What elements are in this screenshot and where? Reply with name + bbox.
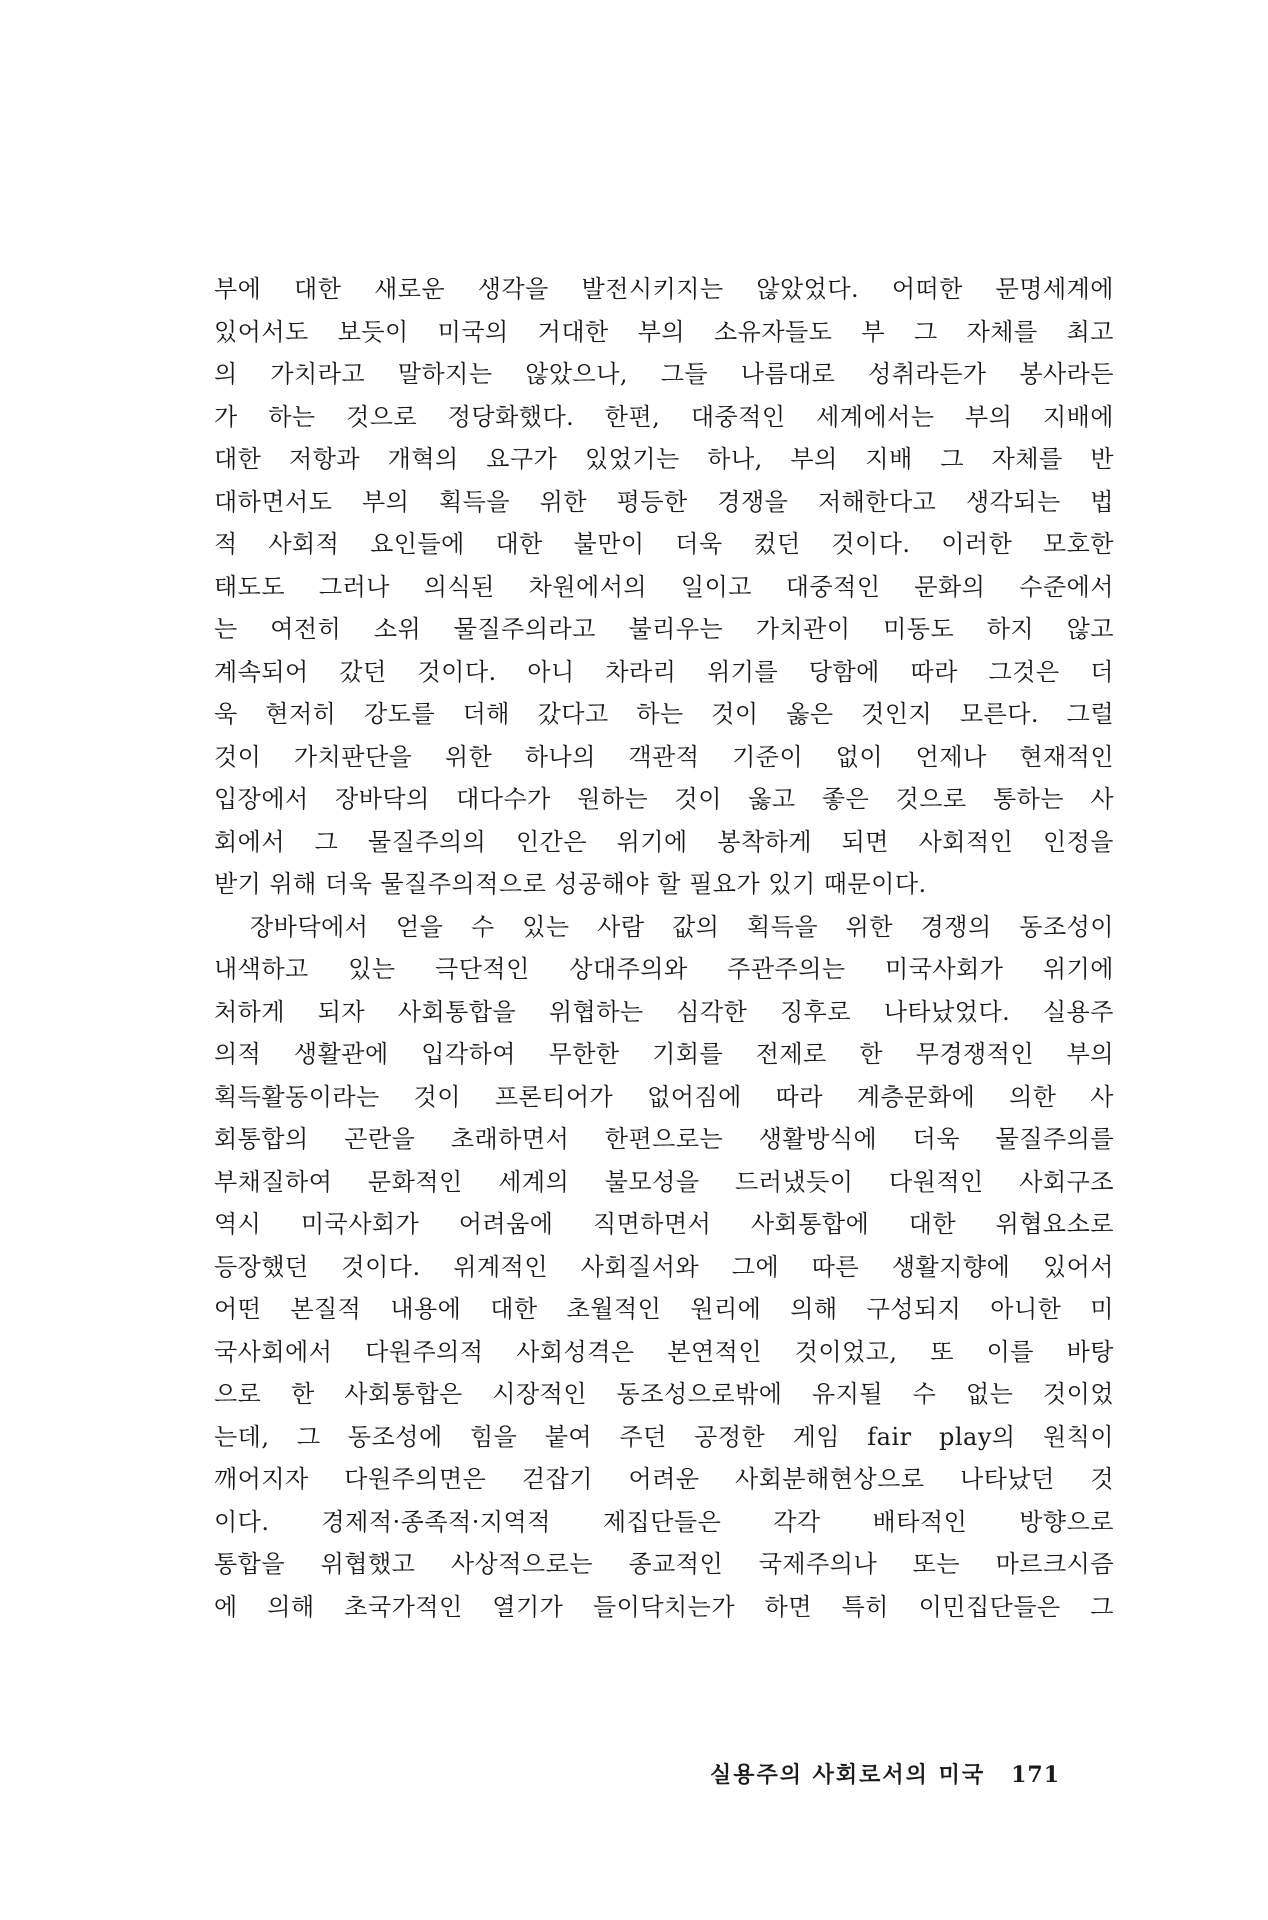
text-line: 어떤 본질적 내용에 대한 초월적인 원리에 의해 구성되지 아니한 미 bbox=[214, 1295, 1114, 1323]
text-line: 획득활동이라는 것이 프론티어가 없어짐에 따라 계층문화에 의한 사 bbox=[214, 1082, 1114, 1111]
text-line: 회에서 그 물질주의의 인간은 위기에 봉착하게 되면 사회적인 인정을 bbox=[214, 827, 1114, 856]
text-line: 계속되어 갔던 것이다. 아니 차라리 위기를 당함에 따라 그것은 더 bbox=[214, 657, 1114, 686]
text-line: 대하면서도 부의 획득을 위한 평등한 경쟁을 저해한다고 생각되는 법 bbox=[214, 487, 1114, 516]
text-line: 역시 미국사회가 어려움에 직면하면서 사회통합에 대한 위협요소로 bbox=[214, 1210, 1114, 1238]
text-line: 장바닥에서 얻을 수 있는 사람 값의 획득을 위한 경쟁의 동조성이 bbox=[250, 912, 1114, 941]
text-line: 받기 위해 더욱 물질주의적으로 성공해야 할 필요가 있기 때문이다. bbox=[214, 870, 927, 898]
body-text bbox=[214, 268, 1114, 1628]
text-line: 가 하는 것으로 정당화했다. 한편, 대중적인 세계에서는 부의 지배에 bbox=[214, 402, 1114, 431]
text-line: 에 의해 초국가적인 열기가 들이닥치는가 하면 특히 이민집단들은 그 bbox=[214, 1592, 1114, 1621]
text-line: 입장에서 장바닥의 대다수가 원하는 것이 옳고 좋은 것으로 통하는 사 bbox=[214, 785, 1114, 813]
text-line: 이다. 경제적·종족적·지역적 제집단들은 각각 배타적인 방향으로 bbox=[214, 1507, 1114, 1536]
text-line: 는 여전히 소위 물질주의라고 불리우는 가치관이 미동도 하지 않고 bbox=[214, 615, 1114, 643]
text-line: 적 사회적 요인들에 대한 불만이 더욱 컸던 것이다. 이러한 모호한 bbox=[214, 530, 1114, 558]
text-line: 국사회에서 다원주의적 사회성격은 본연적인 것이었고, 또 이를 바탕 bbox=[214, 1337, 1114, 1366]
text-line: 것이 가치판단을 위한 하나의 객관적 기준이 없이 언제나 현재적인 bbox=[214, 742, 1114, 771]
text-line: 욱 현저히 강도를 더해 갔다고 하는 것이 옳은 것인지 모른다. 그럴 bbox=[214, 700, 1114, 728]
text-line: 의적 생활관에 입각하여 무한한 기회를 전제로 한 무경쟁적인 부의 bbox=[214, 1040, 1114, 1068]
text-line: 부에 대한 새로운 생각을 발전시키지는 않았었다. 어떠한 문명세계에 bbox=[214, 275, 1114, 303]
text-line: 통합을 위협했고 사상적으로는 종교적인 국제주의나 또는 마르크시즘 bbox=[214, 1550, 1114, 1578]
text-line: 있어서도 보듯이 미국의 거대한 부의 소유자들도 부 그 자체를 최고 bbox=[214, 317, 1114, 346]
text-line: 는데, 그 동조성에 힘을 붙여 주던 공정한 게임 fair play의 원칙이 bbox=[214, 1422, 1114, 1451]
text-line: 처하게 되자 사회통합을 위협하는 심각한 징후로 나타났었다. 실용주 bbox=[214, 997, 1114, 1026]
footer-title: 실용주의 사회로서의 미국 bbox=[710, 1762, 986, 1788]
text-line: 의 가치라고 말하지는 않았으나, 그들 나름대로 성취라든가 봉사라든 bbox=[214, 360, 1114, 388]
text-line: 태도도 그러나 의식된 차원에서의 일이고 대중적인 문화의 수준에서 bbox=[214, 572, 1114, 601]
text-line: 등장했던 것이다. 위계적인 사회질서와 그에 따른 생활지향에 있어서 bbox=[214, 1252, 1114, 1281]
text-line: 내색하고 있는 극단적인 상대주의와 주관주의는 미국사회가 위기에 bbox=[214, 955, 1114, 983]
page-number: 171 bbox=[1011, 1762, 1061, 1788]
text-line: 회통합의 곤란을 초래하면서 한편으로는 생활방식에 더욱 물질주의를 bbox=[214, 1125, 1114, 1153]
text-line: 으로 한 사회통합은 시장적인 동조성으로밖에 유지될 수 없는 것이었 bbox=[214, 1380, 1114, 1408]
text-line: 대한 저항과 개혁의 요구가 있었기는 하나, 부의 지배 그 자체를 반 bbox=[214, 445, 1114, 473]
running-footer bbox=[710, 1758, 1060, 1789]
text-line: 부채질하여 문화적인 세계의 불모성을 드러냈듯이 다원적인 사회구조 bbox=[214, 1167, 1114, 1196]
text-line: 깨어지자 다원주의면은 걷잡기 어려운 사회분해현상으로 나타났던 것 bbox=[214, 1465, 1114, 1493]
